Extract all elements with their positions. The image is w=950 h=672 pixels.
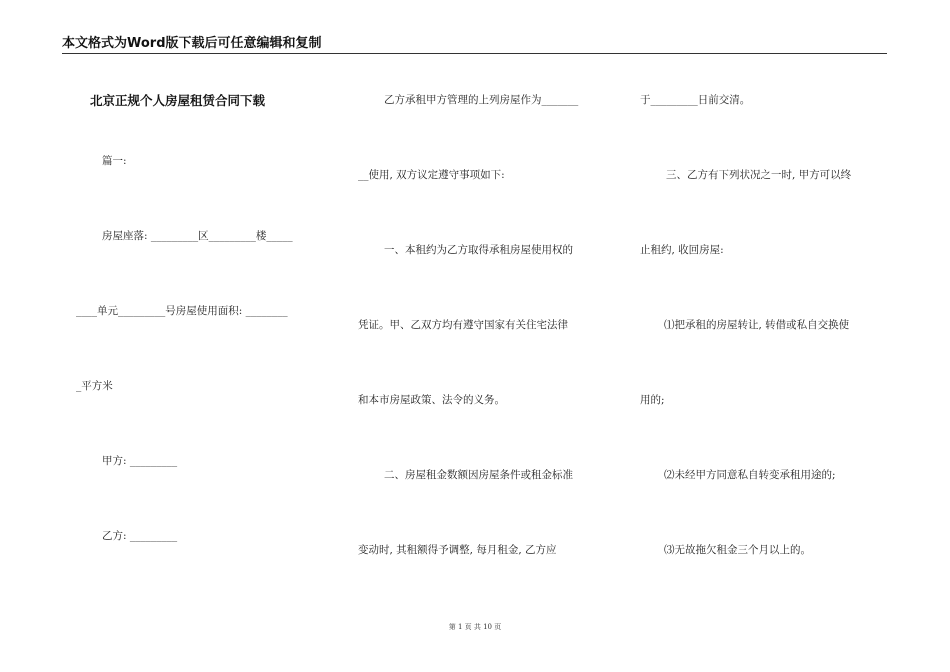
text-line: 用的; (640, 394, 665, 406)
header-text: 本文格式为Word版下载后可任意编辑和复制 (62, 36, 322, 51)
column-2 (340, 0, 630, 600)
text-line: _平方米 (76, 380, 113, 392)
text-line: 乙方承租甲方管理的上列房屋作为_______ (384, 94, 579, 106)
text-line: 于_________日前交清。 (640, 94, 751, 106)
text-line: ⑵未经甲方同意私自转变承租用途的; (664, 469, 836, 481)
text-line: 止租约, 收回房屋: (640, 244, 724, 256)
text-line: 房屋座落: _________区_________楼_____ (102, 230, 293, 242)
text-line: 甲方: _________ (102, 455, 178, 467)
column-3 (630, 0, 930, 600)
text-line: 二、房屋租金数额因房屋条件或租金标准 (384, 469, 573, 481)
text-line: ____单元_________号房屋使用面积: ________ (76, 305, 288, 317)
text-line: 变动时, 其租额得予调整, 每月租金, 乙方应 (358, 544, 557, 556)
text-line: 篇一: (102, 155, 127, 167)
text-line: ⑴把承租的房屋转让, 转借或私自交换使 (664, 319, 850, 331)
text-line: __使用, 双方议定遵守事项如下: (358, 169, 505, 181)
text-line: 乙方: _________ (102, 530, 178, 542)
document-title: 北京正规个人房屋租赁合同下载 (90, 93, 266, 108)
column-1 (0, 0, 340, 600)
text-line: 一、本租约为乙方取得承租房屋使用权的 (384, 244, 573, 256)
text-line: 和本市房屋政策、法令的义务。 (358, 394, 505, 406)
text-line: ⑶无故拖欠租金三个月以上的。 (664, 544, 811, 556)
page-number: 第 1 页 共 10 页 (448, 623, 502, 631)
text-line: 三、乙方有下列状况之一时, 甲方可以终 (666, 169, 852, 181)
text-line: 凭证。甲、乙双方均有遵守国家有关住宅法律 (358, 319, 568, 331)
